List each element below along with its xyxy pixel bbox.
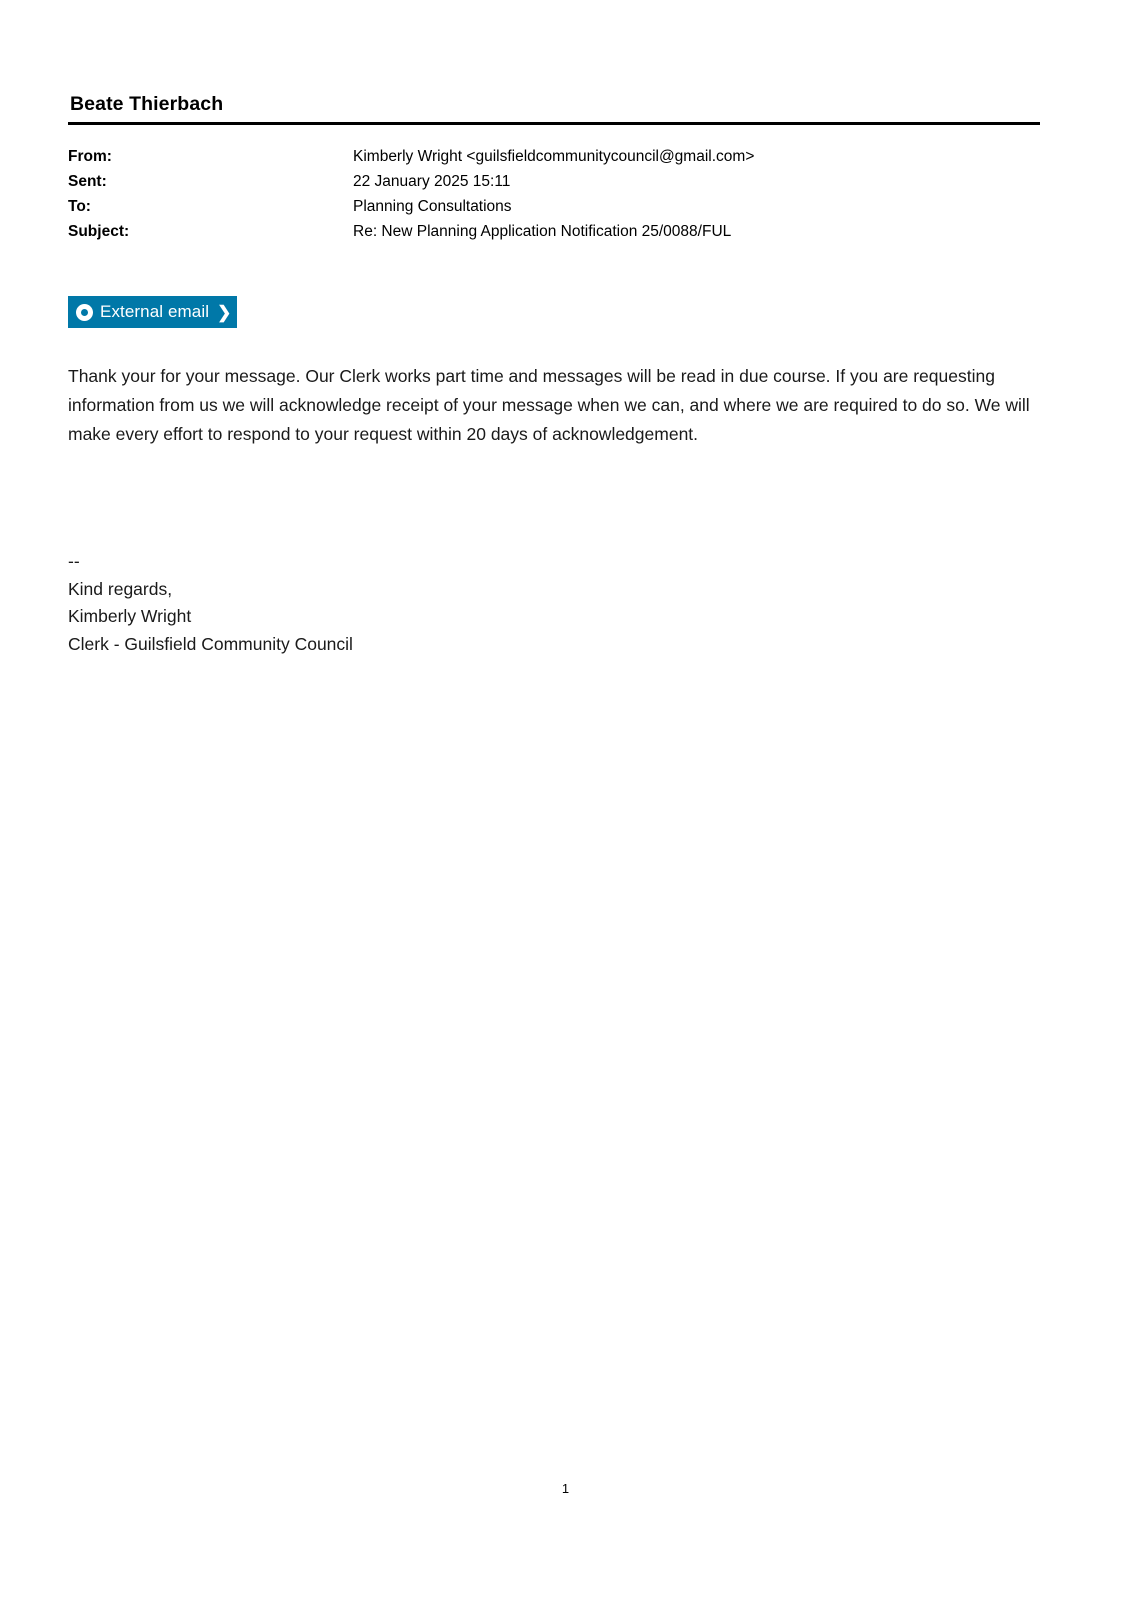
chevron-right-icon[interactable]: ❯	[217, 302, 232, 322]
field-label-subject: Subject:	[68, 223, 130, 240]
header-divider	[68, 122, 1040, 125]
field-label-to: To:	[68, 198, 91, 215]
page-title: Beate Thierbach	[70, 93, 224, 115]
field-label-sent: Sent:	[68, 173, 107, 190]
email-header-row-to	[68, 198, 1048, 223]
field-value-to: Planning Consultations	[353, 198, 512, 215]
camera-icon	[76, 304, 93, 321]
email-header-fields	[68, 148, 1048, 248]
external-email-label: External email	[100, 302, 210, 321]
email-header-row-subject	[68, 223, 1048, 248]
field-value-sent: 22 January 2025 15:11	[353, 173, 511, 190]
signature-closing: Kind regards,	[68, 578, 173, 599]
field-label-from: From:	[68, 148, 112, 165]
signature-separator: --	[68, 551, 80, 571]
email-body: Thank your for your message. Our Clerk works part time and messages will be read in due course. If you are requesting information from us we will acknowledge receipt of your message when we can, and where we are required to do so. We will make every effort to respond to your request within 20 days of acknowledgement.	[68, 366, 1030, 444]
external-email-banner[interactable]	[68, 296, 237, 328]
page-number: 1	[561, 1481, 570, 1496]
email-signature	[68, 548, 868, 658]
signature-role: Clerk - Guilsfield Community Council	[68, 633, 353, 654]
signature-name: Kimberly Wright	[68, 606, 192, 626]
email-header-row-sent	[68, 173, 1048, 198]
field-value-subject: Re: New Planning Application Notification 25/0088/FUL	[353, 223, 732, 240]
email-header-row-from	[68, 148, 1048, 173]
field-value-from: Kimberly Wright <guilsfieldcommunitycouncil@gmail.com>	[353, 148, 755, 165]
